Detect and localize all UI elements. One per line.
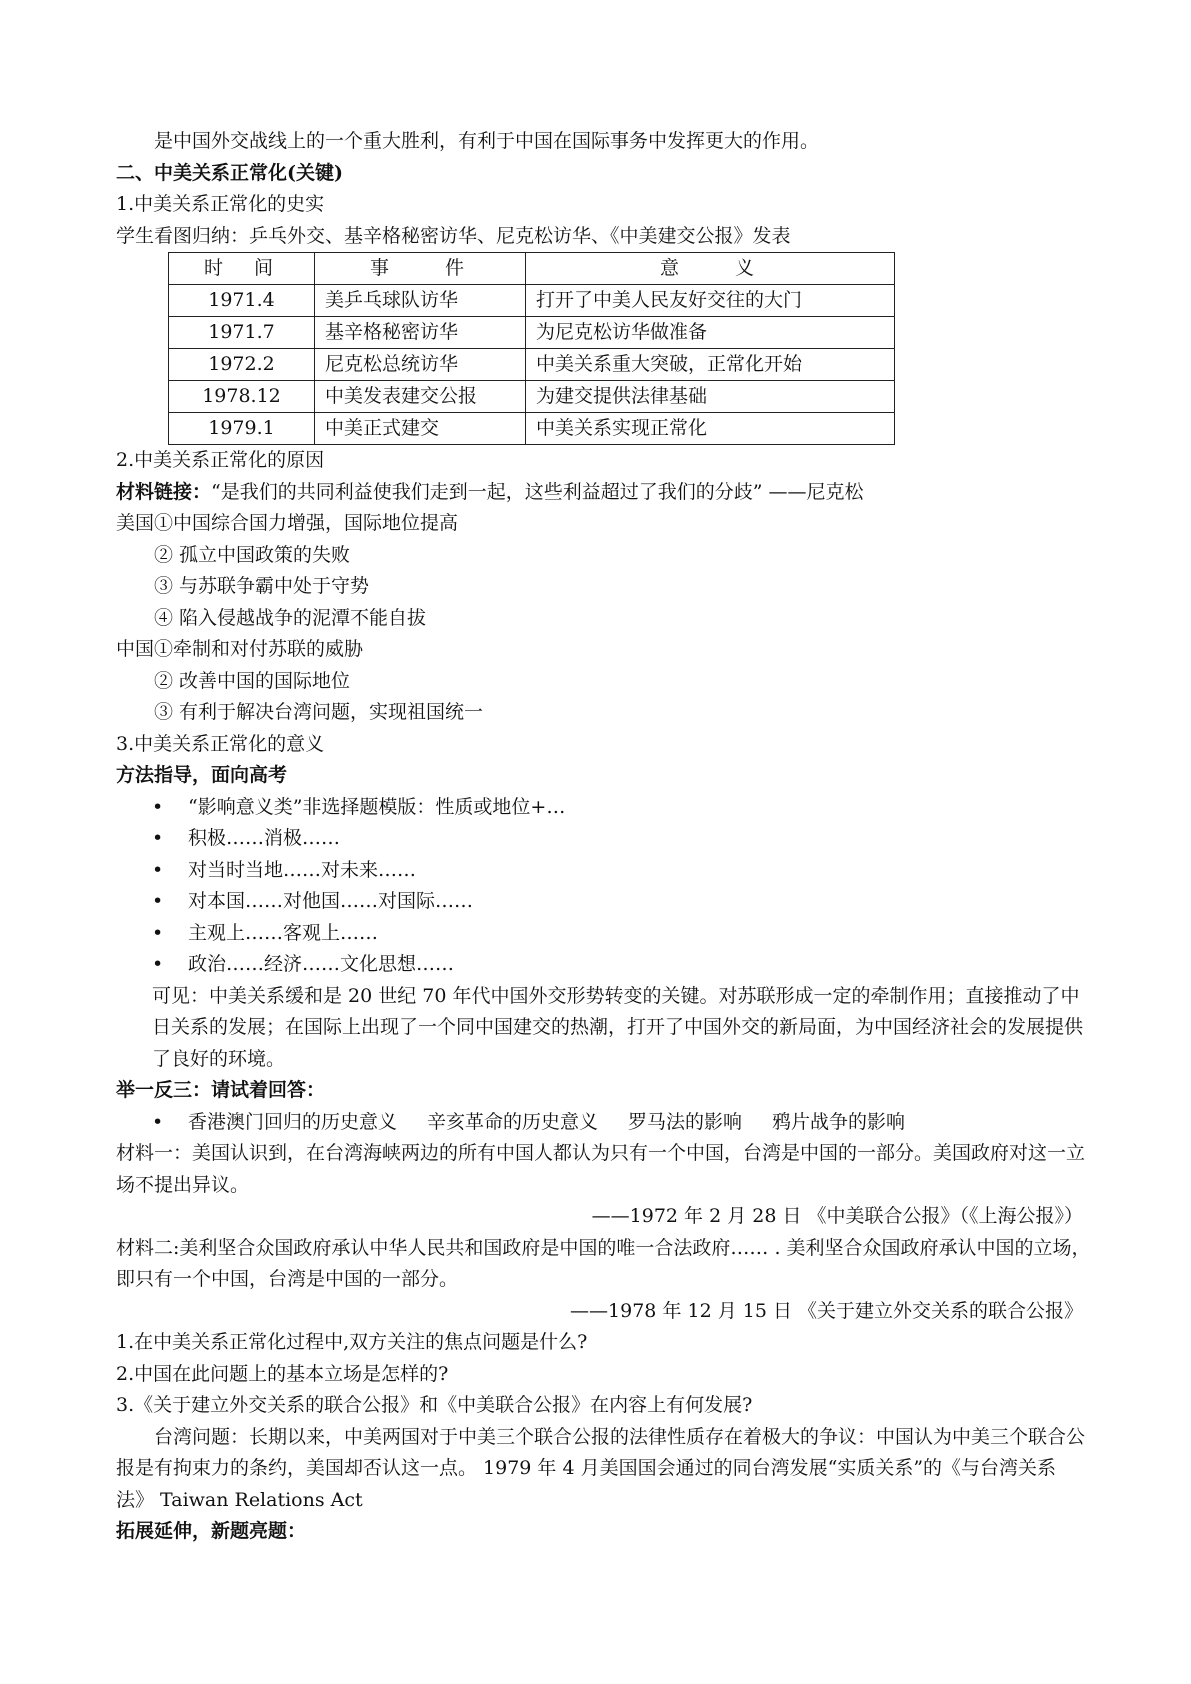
bullet-icon: • [152, 921, 164, 944]
student-summary-line: 学生看图归纳：乒乓外交、基辛格秘密访华、尼克松访华、《中美建交公报》发表 [116, 224, 791, 247]
china-reason-2: ② 改善中国的国际地位 [154, 669, 351, 692]
usa-reason-4: ④ 陷入侵越战争的泥潭不能自拔 [154, 606, 427, 629]
material-link-quote: “是我们的共同利益使我们走到一起，这些利益超过了我们的分歧” ——尼克松 [211, 480, 864, 503]
bullet-text: 政治……经济……文化思想…… [188, 953, 455, 975]
material-link [116, 477, 1091, 509]
bullet-text: 对当时当地……对未来…… [188, 858, 417, 881]
list-item [116, 792, 1091, 824]
material-one: 材料一：美国认识到，在台湾海峡两边的所有中国人都认为只有一个中国，台湾是中国的一部分。美国政府对这一立场不提出异议。 [116, 1142, 1086, 1196]
china-reason-1: 中国①牵制和对付苏联的威胁 [116, 638, 364, 660]
intro-line: 是中国外交战线上的一个重大胜利，有利于中国在国际事务中发挥更大的作用。 [154, 130, 820, 152]
table-row [169, 381, 895, 413]
bullet-icon: • [152, 795, 164, 818]
events-table [168, 252, 895, 445]
cell-event: 尼克松总统访华 [315, 349, 526, 381]
subheading-facts: 1.中美关系正常化的史实 [116, 193, 325, 215]
cell-meaning: 打开了中美人民友好交往的大门 [526, 285, 895, 317]
cell-time: 1978.12 [169, 381, 315, 413]
material-two: 材料二:美利坚合众国政府承认中华人民共和国政府是中国的唯一合法政府…… . 美利坚合众国政府承认中国的立场，即只有一个中国，台湾是中国的一部分。 [116, 1236, 1091, 1290]
material-one-source: ——1972 年 2 月 28 日 《中美联合公报》（《上海公报》） [591, 1205, 1083, 1227]
cell-event: 中美发表建交公报 [315, 381, 526, 413]
bullet-text: “影响意义类”非选择题模版：性质或地位+… [188, 795, 566, 818]
list-item [116, 823, 1091, 855]
question-1: 1.在中美关系正常化过程中,双方关注的焦点问题是什么? [116, 1331, 588, 1353]
usa-reason-3: ③ 与苏联争霸中处于守势 [154, 575, 370, 597]
subheading-significance: 3.中美关系正常化的意义 [116, 732, 325, 755]
bullet-text: 主观上……客观上…… [188, 921, 379, 944]
practice-item: 香港澳门回归的历史意义 [188, 1110, 398, 1133]
list-item [116, 886, 1091, 918]
bullet-icon: • [152, 953, 164, 975]
cell-event: 基辛格秘密访华 [315, 317, 526, 349]
bullet-text: 对本国……对他国……对国际…… [188, 890, 474, 912]
cell-time: 1971.4 [169, 285, 315, 317]
section-title: 二、中美关系正常化(关键) [116, 161, 343, 184]
method-title: 方法指导，面向高考 [116, 764, 288, 786]
list-item [116, 855, 1091, 887]
bullet-icon: • [152, 890, 164, 912]
header-event: 事 件 [315, 253, 526, 285]
practice-list [116, 1107, 1091, 1139]
cell-meaning: 中美关系实现正常化 [526, 413, 895, 445]
bullet-icon: • [152, 858, 164, 881]
material-two-source: ——1978 年 12 月 15 日 《关于建立外交关系的联合公报》 [570, 1299, 1083, 1322]
table-row [169, 349, 895, 381]
table-header-row [169, 253, 895, 285]
practice-item: 鸦片战争的影响 [772, 1110, 906, 1133]
list-item [116, 949, 1091, 981]
subheading-reasons: 2.中美关系正常化的原因 [116, 449, 325, 471]
usa-reason-1: 美国①中国综合国力增强，国际地位提高 [116, 512, 459, 534]
practice-title: 举一反三：请试着回答： [116, 1079, 326, 1101]
cell-time: 1971.7 [169, 317, 315, 349]
question-3: 3.《关于建立外交关系的联合公报》和《中美联合公报》在内容上有何发展? [116, 1394, 753, 1416]
document-page [116, 126, 1091, 1548]
material-link-label: 材料链接： [116, 480, 212, 503]
table-row [169, 285, 895, 317]
bullet-icon: • [152, 827, 164, 849]
taiwan-paragraph: 台湾问题：长期以来，中美两国对于中美三个联合公报的法律性质存在着极大的争议：中国认为中美三个联合公报是有拘束力的条约，美国却否认这一点。 1979 年 4 月美国国会通过的同台湾发展“实质关系”的《与台湾关系法》 Taiwan Relations Act [116, 1425, 1086, 1511]
cell-event: 中美正式建交 [315, 413, 526, 445]
list-item [116, 918, 1091, 950]
table-row [169, 317, 895, 349]
conclusion-paragraph: 可见：中美关系缓和是 20 世纪 70 年代中国外交形势转变的关键。对苏联形成一定的牵制作用；直接推动了中日关系的发展；在国际上出现了一个同中国建交的热潮，打开了中国外交的新局面，为中国经济社会的发展提供了良好的环境。 [152, 984, 1084, 1070]
cell-meaning: 中美关系重大突破，正常化开始 [526, 349, 895, 381]
cell-meaning: 为尼克松访华做准备 [526, 317, 895, 349]
practice-item: 罗马法的影响 [628, 1110, 743, 1133]
bullet-icon: • [152, 1110, 164, 1133]
practice-item: 辛亥革命的历史意义 [427, 1110, 599, 1133]
extend-title: 拓展延伸，新题亮题： [116, 1520, 307, 1542]
usa-reason-2: ② 孤立中国政策的失败 [154, 543, 351, 566]
header-meaning: 意 义 [526, 253, 895, 285]
question-2: 2.中国在此问题上的基本立场是怎样的? [116, 1362, 449, 1385]
bullet-text: 积极……消极…… [188, 827, 341, 849]
cell-time: 1972.2 [169, 349, 315, 381]
cell-time: 1979.1 [169, 413, 315, 445]
table-row [169, 413, 895, 445]
header-time: 时 间 [169, 253, 315, 285]
cell-meaning: 为建交提供法律基础 [526, 381, 895, 413]
cell-event: 美乒乓球队访华 [315, 285, 526, 317]
china-reason-3: ③ 有利于解决台湾问题，实现祖国统一 [154, 701, 484, 723]
